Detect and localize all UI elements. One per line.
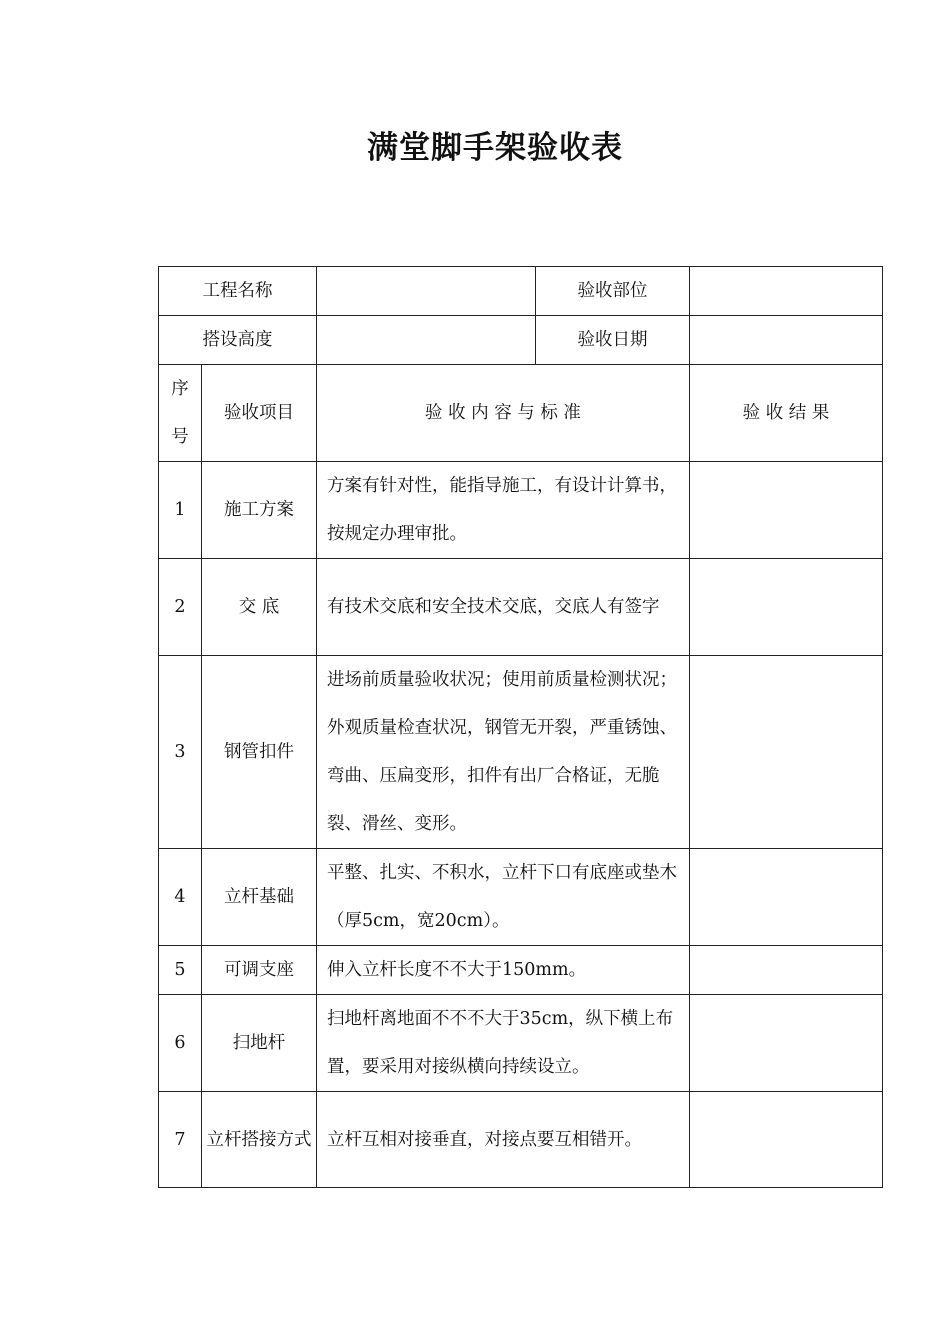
- table-row: [159, 946, 883, 995]
- row-content: 进场前质量验收状况；使用前质量检测状况；外观质量检查状况，钢管无开裂，严重锈蚀、弯曲、压扁变形，扣件有出厂合格证，无脆裂、滑丝、变形。: [317, 656, 690, 849]
- inspection-date-field[interactable]: [690, 316, 883, 365]
- column-header-result: 验 收 结 果: [690, 365, 883, 462]
- row-result[interactable]: [690, 946, 883, 995]
- project-name-label: 工程名称: [159, 267, 317, 316]
- row-seq: 5: [159, 946, 202, 995]
- row-result[interactable]: [690, 1092, 883, 1188]
- row-seq: 2: [159, 559, 202, 656]
- row-item: 施工方案: [202, 462, 317, 559]
- column-header-row: [159, 365, 883, 462]
- row-content: 伸入立杆长度不不大于150mm。: [317, 946, 690, 995]
- page-title: 满堂脚手架验收表: [367, 130, 623, 166]
- erection-height-label: 搭设高度: [159, 316, 317, 365]
- row-seq: 4: [159, 849, 202, 946]
- row-item: 立杆基础: [202, 849, 317, 946]
- row-result[interactable]: [690, 559, 883, 656]
- row-content: 扫地杆离地面不不不大于35cm，纵下横上布置，要采用对接纵横向持续设立。: [317, 995, 690, 1092]
- row-result[interactable]: [690, 995, 883, 1092]
- column-header-item: 验收项目: [202, 365, 317, 462]
- column-header-seq-label: 序号: [171, 379, 189, 447]
- erection-height-field[interactable]: [317, 316, 536, 365]
- inspection-date-label: 验收日期: [536, 316, 690, 365]
- table-row: [159, 849, 883, 946]
- table-row: [159, 995, 883, 1092]
- inspection-table: [158, 266, 883, 1188]
- row-item: 交 底: [202, 559, 317, 656]
- table-row: [159, 462, 883, 559]
- row-seq: 6: [159, 995, 202, 1092]
- row-content: 平整、扎实、不积水，立杆下口有底座或垫木（厚5cm，宽20cm）。: [317, 849, 690, 946]
- inspection-part-field[interactable]: [690, 267, 883, 316]
- header-row-project: [159, 267, 883, 316]
- row-item: 扫地杆: [202, 995, 317, 1092]
- row-item: 钢管扣件: [202, 656, 317, 849]
- table-row: [159, 1092, 883, 1188]
- project-name-field[interactable]: [317, 267, 536, 316]
- row-content: 立杆互相对接垂直，对接点要互相错开。: [317, 1092, 690, 1188]
- row-result[interactable]: [690, 849, 883, 946]
- table-row: [159, 559, 883, 656]
- column-header-content: 验 收 内 容 与 标 准: [317, 365, 690, 462]
- row-item: 立杆搭接方式: [202, 1092, 317, 1188]
- row-content: 有技术交底和安全技术交底，交底人有签字: [317, 559, 690, 656]
- header-row-height: [159, 316, 883, 365]
- row-content: 方案有针对性，能指导施工，有设计计算书，按规定办理审批。: [317, 462, 690, 559]
- column-header-seq: [159, 365, 202, 462]
- row-seq: 1: [159, 462, 202, 559]
- row-result[interactable]: [690, 656, 883, 849]
- row-item: 可调支座: [202, 946, 317, 995]
- inspection-part-label: 验收部位: [536, 267, 690, 316]
- table-row: [159, 656, 883, 849]
- row-result[interactable]: [690, 462, 883, 559]
- row-seq: 3: [159, 656, 202, 849]
- row-seq: 7: [159, 1092, 202, 1188]
